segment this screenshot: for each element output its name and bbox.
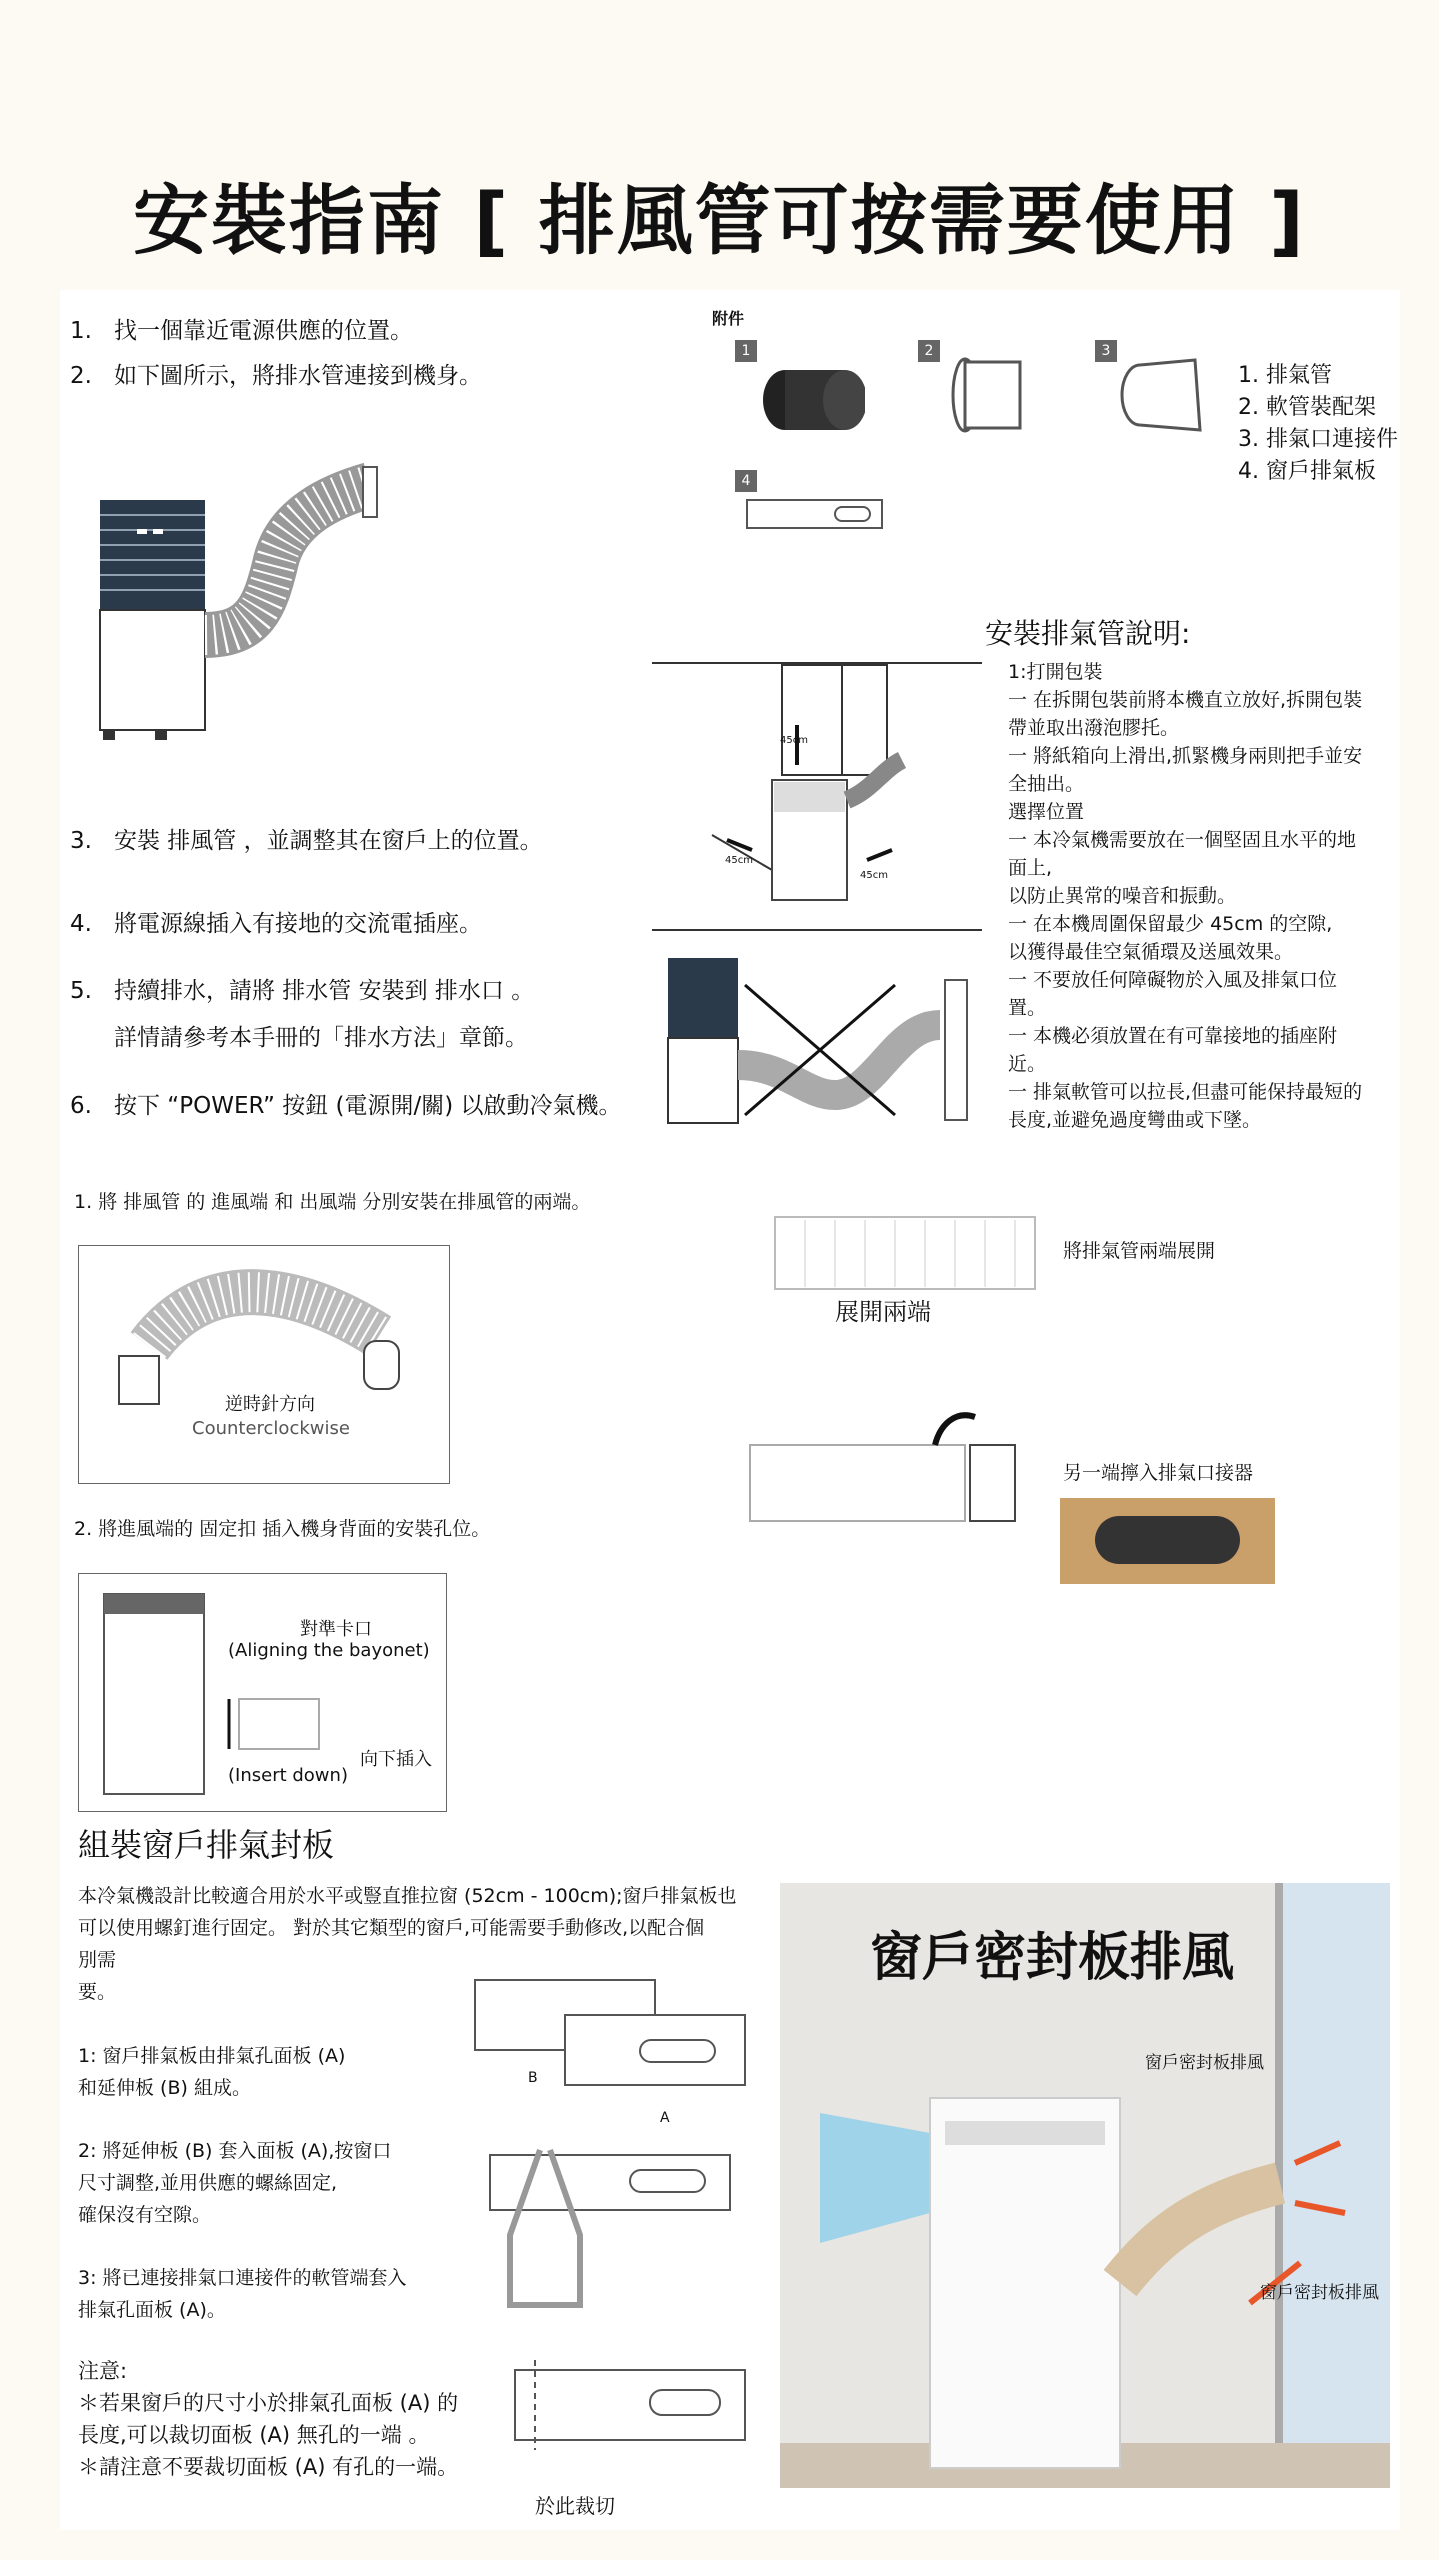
clearance-label-top: 45cm — [780, 735, 808, 746]
window-seal-photo — [780, 1883, 1390, 2488]
exhaust-connector-icon — [1115, 350, 1215, 440]
photo-label-1: 窗戶密封板排風 — [1145, 2053, 1264, 2073]
step-1: 1. 找一個靠近電源供應的位置。 — [70, 318, 413, 344]
page-title: 安裝指南 [ 排風管可按需要使用 ] — [133, 176, 1306, 265]
exhaust-guide-text: 1:打開包裝 一 在拆開包裝前將本機直立放好,拆開包裝 帶並取出潑泡膠托。 一 將紙箱向上滑出,抓緊機身兩則把手並安 全抽出。 選擇位置 一 本冷氣機需要放在一個堅固且水平的地 面上, 以防止異常的噪音和振動。 一 在本機周圍保留最少 45cm 的空隙, 以獲得最佳空氣循環及送風效果。 一 不要放任何障礙物於入風及排氣口位 置。 一 本機必須放置在有可靠接地的插座附 近。 一 排氣軟管可以拉長,但盡可能保持最短的 長度,並避免過度彎曲或下墜。 — [1008, 661, 1363, 1131]
insert-label-cn: 向下插入 — [360, 1749, 432, 1770]
clearance-label-right: 45cm — [860, 870, 888, 881]
ccw-label-cn: 逆時針方向 — [225, 1394, 315, 1415]
window-kit-p1: 1: 窗戶排氣板由排氣孔面板 (A) 和延伸板 (B) 組成。 — [78, 2045, 346, 2099]
clearance-label-left: 45cm — [725, 855, 753, 866]
accessory-tag-4: 4 — [735, 470, 757, 492]
accessory-item-1: 1. 排氣管 — [1238, 363, 1332, 388]
counterclockwise-illustration — [79, 1246, 449, 1483]
align-label-cn: 對準卡口 — [300, 1619, 372, 1640]
window-kit-p3: 3: 將已連接排氣口連接件的軟管端套入 排氣孔面板 (A)。 — [78, 2267, 407, 2321]
hose-step-2: 2. 將進風端的 固定扣 插入機身背面的安裝孔位。 — [74, 1518, 491, 1540]
ccw-label-en: Counterclockwise — [192, 1418, 350, 1439]
accessories-heading: 附件 — [712, 309, 745, 328]
accessory-tag-1: 1 — [735, 340, 757, 362]
accessory-item-3: 3. 排氣口連接件 — [1238, 427, 1398, 452]
hose-adapter-icon — [945, 350, 1035, 440]
unit-with-drain-hose-illustration — [95, 455, 495, 795]
window-kit-note: 注意: ＊若果窗戶的尺寸小於排氣孔面板 (A) 的 長度,可以裁切面板 (A) 無孔的一端 。 ＊請注意不要裁切面板 (A) 有孔的一端。 — [78, 2359, 459, 2479]
connector-photo — [1060, 1498, 1275, 1584]
panel-label-b: B — [528, 2070, 538, 2086]
accessory-item-2: 2. 軟管裝配架 — [1238, 395, 1376, 420]
clearance-diagram — [652, 660, 982, 935]
step-2: 2. 如下圖所示，將排水管連接到機身。 — [70, 363, 482, 389]
window-kit-heading: 組裝窗戶排氣封板 — [78, 1826, 335, 1864]
window-kit-p2: 2: 將延伸板 (B) 套入面板 (A),按窗口 尺寸調整,並用供應的螺絲固定, 確保沒有空隙。 — [78, 2140, 392, 2226]
accessory-item-4: 4. 窗戶排氣板 — [1238, 459, 1376, 484]
window-panel-diagram — [470, 1975, 760, 2505]
exhaust-hose-icon — [750, 355, 865, 445]
cut-label: 於此裁切 — [535, 2494, 615, 2518]
step-5: 5. 持續排水，請將 排水管 安裝到 排水口 。 — [70, 978, 535, 1004]
hose-step-1: 1. 將 排風管 的 進風端 和 出風端 分別安裝在排風管的兩端。 — [74, 1191, 591, 1213]
insert-label-en: (Insert down) — [228, 1765, 348, 1786]
expand-caption: 將排氣管兩端展開 — [1063, 1240, 1216, 1262]
window-kit-intro: 本冷氣機設計比較適合用於水平或豎直推拉窗 (52cm - 100cm);窗戶排氣板也 可以使用螺釘進行固定。 對於其它類型的窗戶,可能需要手動修改,以配合個 別需 要。 — [78, 1885, 737, 2003]
step-3: 3. 安裝 排風管 ，並調整其在窗戶上的位置。 — [70, 828, 543, 854]
expand-label: 展開兩端 — [835, 1298, 931, 1326]
avoid-bending-diagram — [665, 955, 975, 1135]
exhaust-guide-title: 安裝排氣管說明: — [985, 617, 1191, 650]
hose-connector-illustration — [745, 1405, 1030, 1530]
window-panel-icon — [745, 495, 885, 535]
photo-label-2: 窗戶密封板排風 — [1260, 2283, 1379, 2303]
align-label-en: (Aligning the bayonet) — [228, 1640, 430, 1661]
step-4: 4. 將電源線插入有接地的交流電插座。 — [70, 911, 482, 937]
connector-caption: 另一端擰入排氣口接器 — [1063, 1462, 1254, 1484]
counterclockwise-box — [78, 1245, 450, 1484]
accessories-list — [1238, 360, 1398, 488]
accessory-tag-3: 3 — [1095, 340, 1117, 362]
step-5-detail: 詳情請參考本手冊的「排水方法」章節。 — [114, 1025, 528, 1051]
panel-label-a: A — [660, 2110, 670, 2126]
photo-title: 窗戶密封板排風 — [870, 1928, 1235, 1988]
step-6: 6. 按下 “POWER” 按鈕 (電源開/關) 以啟動冷氣機。 — [70, 1093, 622, 1119]
accessory-tag-2: 2 — [918, 340, 940, 362]
